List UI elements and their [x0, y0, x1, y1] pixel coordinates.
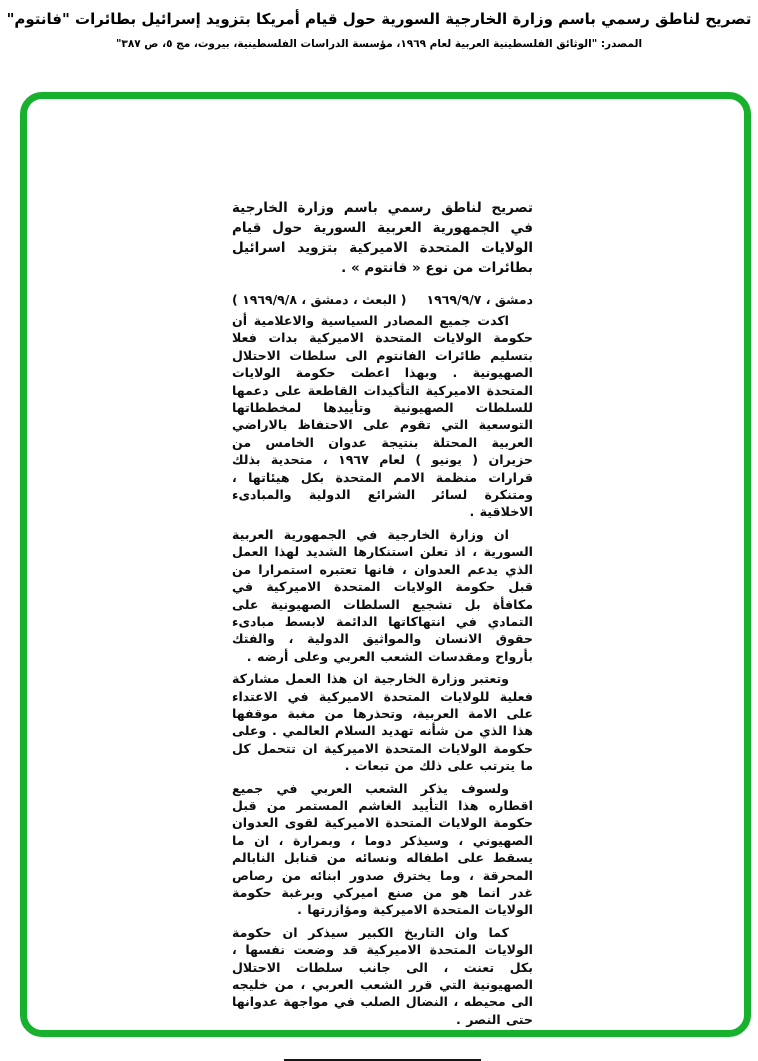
scanned-document [232, 198, 533, 1061]
doc-paragraph: اكدت جميع المصادر السياسية والاعلامية أن حكومة الولايات المتحدة الاميركية بدات فعلا بتسليم طائرات الفانتوم الى سلطات الاحتلال الصهيونية . وبهذا اعطت حكومة الولايات المتحدة الاميركية التأكيدات القاطعة على دعمها للسلطات الصهيونية وتأييدها لمخططاتها التوسعية التي تقوم على الاحتفاظ بالاراضي العربية المحتلة بنتيجة عدوان الخامس من حزيران ( يونيو ) لعام ١٩٦٧ ، متحدية بذلك قرارات منظمة الامم المتحدة بكل هيئاتها ، ومتنكرة لسائر الشرائع الدولية والمبادىء الاخلاقية . [232, 313, 533, 520]
source-citation: المصدر: "الوثائق الفلسطينية العربية لعام ١٩٦٩، مؤسسة الدراسات الفلسطينية، بيروت، مج ٥، ص ٣٨٧" [115, 38, 643, 50]
dateline-place-date: دمشق ، ١٩٦٩/٩/٧ [426, 292, 533, 307]
page-header [0, 10, 758, 50]
doc-paragraph: كما وان التاريخ الكبير سيذكر ان حكومة الولايات المتحدة الاميركية قد وضعت نفسها ، بكل تعنت ، الى جانب سلطات الاحتلال الصهيونية التي قرر الشعب العربي ، من خليجه الى محيطه ، النضال الصلب في مواجهة عدوانها حتى النصر . [232, 924, 533, 1027]
doc-paragraph: وتعتبر وزارة الخارجية ان هذا العمل مشاركة فعلية للولايات المتحدة الاميركية في الاعتداء على الامة العربية، وتحذرها من مغبة موقفها هذا الذي من شأنه تهديد السلام العالمي . وعلى حكومة الولايات المتحدة الاميركية ان تتحمل كل ما يترتب على ذلك من تبعات . [232, 671, 533, 774]
doc-paragraph: ولسوف يذكر الشعب العربي في جميع اقطاره هذا التأييد الغاشم المستمر من قبل حكومة الولايات المتحدة الاميركية لقوى العدوان الصهيوني ، وسيذكر دوما ، وبمرارة ، ان ما يسقط على اطفاله ونسائه من قنابل النابالم المحرقة ، وما يخترق صدور ابنائه من رصاص غدر انما هو من صنع اميركي وبرغبة حكومة الولايات المتحدة الاميركية ومؤازرتها . [232, 780, 533, 918]
dateline [232, 292, 533, 307]
doc-paragraph: ان وزارة الخارجية في الجمهورية العربية السورية ، اذ تعلن استنكارها الشديد لهذا العمل الذي يدعم العدوان ، فانها تعتبره استمرارا من قبل حكومة الولايات المتحدة الاميركية في مكافأة بل تشجيع السلطات الصهيونية على التمادي في انتهاكاتها الدائمة لابسط مبادىء حقوق الانسان والمواثيق الدولية ، والفتك بأرواح ومقدسات الشعب العربي وعلى أرضه . [232, 526, 533, 664]
dateline-attribution: ( البعث ، دمشق ، ١٩٦٩/٩/٨ ) [232, 292, 407, 307]
document-title: تصريح لناطق رسمي باسم وزارة الخارجية في الجمهورية العربية السورية حول قيام الولايات المتحدة الاميركية بتزويد اسرائيل بطائرات من نوع « فانتوم » . [232, 200, 533, 276]
page-title: تصريح لناطق رسمي باسم وزارة الخارجية السورية حول قيام أمريكا بتزويد إسرائيل بطائرات "فانتوم" [6, 10, 752, 28]
